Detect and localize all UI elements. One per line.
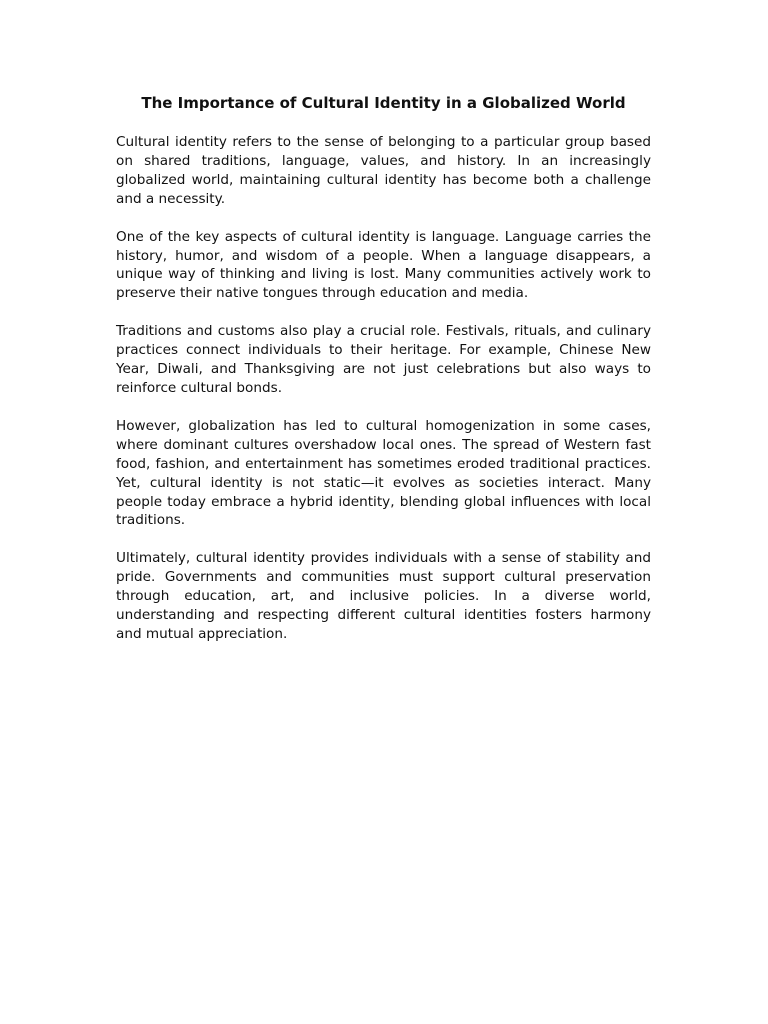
- paragraph-language: One of the key aspects of cultural identity is language. Language carries the history, humor, and wisdom of a people. When a language disappears, a unique way of thinking and living is lost. Many communities actively work to preserve their native tongues through education and media.: [116, 228, 651, 302]
- paragraph-conclusion: Ultimately, cultural identity provides individuals with a sense of stability and pride. Governments and communities must support cultural preservation through education, art, and inclusive policies. In a diverse world, understanding and respecting different cultural identities fosters harmony and mutual appreciation.: [116, 550, 651, 642]
- document-title: The Importance of Cultural Identity in a Globalized World: [141, 94, 626, 112]
- paragraph-globalization: However, globalization has led to cultural homogenization in some cases, where dominant cultures overshadow local ones. The spread of Western fast food, fashion, and entertainment has sometimes eroded traditional practices. Yet, cultural identity is not static—it evolves as societies interact. Many people today embrace a hybrid identity, blending global influences with local traditions.: [116, 417, 651, 529]
- paragraph-traditions: Traditions and customs also play a crucial role. Festivals, rituals, and culinary practices connect individuals to their heritage. For example, Chinese New Year, Diwali, and Thanksgiving are not just celebrations but also ways to reinforce cultural bonds.: [116, 323, 651, 396]
- document-body: [116, 93, 651, 663]
- paragraph-definition: Cultural identity refers to the sense of belonging to a particular group based on shared traditions, language, values, and history. In an increasingly globalized world, maintaining cultural identity has become both a challenge and a necessity.: [116, 134, 651, 207]
